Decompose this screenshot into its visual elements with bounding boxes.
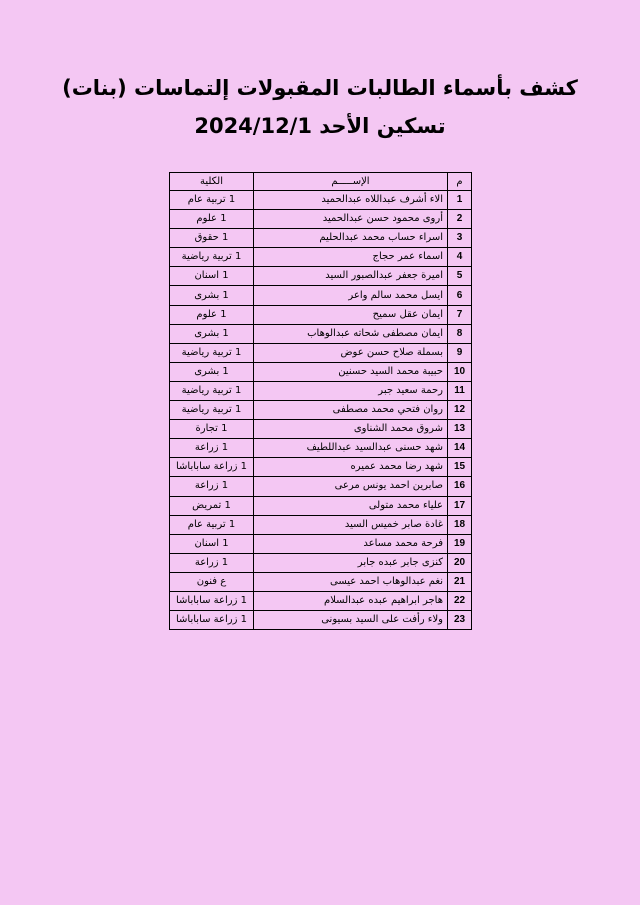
row-number: 23	[448, 611, 472, 630]
student-college: 1 تربية رياضية	[170, 248, 254, 267]
student-college: ع فنون	[170, 572, 254, 591]
student-name: أروى محمود حسن عبدالحميد	[254, 210, 448, 229]
student-college: 1 تربية رياضية	[170, 343, 254, 362]
student-name: رحمة سعيد جبر	[254, 381, 448, 400]
row-number: 20	[448, 553, 472, 572]
table-row	[170, 553, 472, 572]
student-college: 1 زراعة ساباباشا	[170, 591, 254, 610]
row-number: 9	[448, 343, 472, 362]
table-row	[170, 401, 472, 420]
table-header-row	[170, 173, 472, 191]
student-name: نغم عبدالوهاب احمد عيسى	[254, 572, 448, 591]
row-number: 1	[448, 191, 472, 210]
row-number: 4	[448, 248, 472, 267]
table-row	[170, 515, 472, 534]
student-name: اميرة جعفر عبدالصبور السيد	[254, 267, 448, 286]
student-college: 1 تربية رياضية	[170, 401, 254, 420]
table-row	[170, 381, 472, 400]
table-row	[170, 496, 472, 515]
row-number: 5	[448, 267, 472, 286]
student-college: 1 علوم	[170, 305, 254, 324]
row-number: 15	[448, 458, 472, 477]
row-number: 10	[448, 362, 472, 381]
table-row	[170, 286, 472, 305]
row-number: 6	[448, 286, 472, 305]
table-row	[170, 591, 472, 610]
table-row	[170, 572, 472, 591]
student-name: ولاء رأفت على السيد بسيونى	[254, 611, 448, 630]
student-name: بسملة صلاح حسن عوض	[254, 343, 448, 362]
page-subtitle: تسكين الأحد 2024/12/1	[194, 114, 446, 138]
student-college: 1 علوم	[170, 210, 254, 229]
student-college: 1 زراعة ساباباشا	[170, 458, 254, 477]
row-number: 19	[448, 534, 472, 553]
student-college: 1 بشرى	[170, 286, 254, 305]
student-college: 1 بشرى	[170, 324, 254, 343]
header-num: م	[448, 173, 472, 191]
student-name: اسماء عمر حجاج	[254, 248, 448, 267]
student-name: روان فتحي محمد مصطفى	[254, 401, 448, 420]
row-number: 8	[448, 324, 472, 343]
student-college: 1 زراعة	[170, 439, 254, 458]
row-number: 16	[448, 477, 472, 496]
student-name: الاء أشرف عبداللاه عبدالحميد	[254, 191, 448, 210]
row-number: 2	[448, 210, 472, 229]
row-number: 11	[448, 381, 472, 400]
table-row	[170, 210, 472, 229]
student-name: ايمان مصطفى شحاته عبدالوهاب	[254, 324, 448, 343]
student-name: شهد حسنى عبدالسيد عبداللطيف	[254, 439, 448, 458]
table-row	[170, 229, 472, 248]
student-name: حبيبة محمد السيد حسنين	[254, 362, 448, 381]
student-name: غادة صابر خميس السيد	[254, 515, 448, 534]
table-row	[170, 458, 472, 477]
header-name: الإســـــم	[254, 173, 448, 191]
header-college: الكلية	[170, 173, 254, 191]
row-number: 13	[448, 420, 472, 439]
table-row	[170, 343, 472, 362]
student-college: 1 زراعة	[170, 477, 254, 496]
table-row	[170, 305, 472, 324]
table-row	[170, 248, 472, 267]
table-row	[170, 191, 472, 210]
table-body	[170, 191, 472, 630]
row-number: 18	[448, 515, 472, 534]
student-name: هاجر ابراهيم عبده عبدالسلام	[254, 591, 448, 610]
table-row	[170, 534, 472, 553]
student-name: شهد رضا محمد عميره	[254, 458, 448, 477]
student-college: 1 اسنان	[170, 534, 254, 553]
row-number: 17	[448, 496, 472, 515]
students-table	[169, 172, 472, 630]
row-number: 3	[448, 229, 472, 248]
student-name: كنزى جابر عبده جابر	[254, 553, 448, 572]
row-number: 14	[448, 439, 472, 458]
page-title: كشف بأسماء الطالبات المقبولات إلتماسات (بنات)	[62, 76, 578, 100]
student-college: 1 بشرى	[170, 362, 254, 381]
student-name: فرحة محمد مساعد	[254, 534, 448, 553]
student-name: اسراء حساب محمد عبدالحليم	[254, 229, 448, 248]
student-college: 1 تجارة	[170, 420, 254, 439]
table-row	[170, 611, 472, 630]
student-name: علياء محمد متولى	[254, 496, 448, 515]
table-row	[170, 477, 472, 496]
student-college: 1 تربية عام	[170, 515, 254, 534]
student-college: 1 تمريض	[170, 496, 254, 515]
row-number: 7	[448, 305, 472, 324]
student-college: 1 تربية عام	[170, 191, 254, 210]
row-number: 22	[448, 591, 472, 610]
student-college: 1 زراعة	[170, 553, 254, 572]
student-college: 1 زراعة ساباباشا	[170, 611, 254, 630]
table-row	[170, 267, 472, 286]
row-number: 21	[448, 572, 472, 591]
table-row	[170, 420, 472, 439]
student-name: شروق محمد الشناوى	[254, 420, 448, 439]
table-row	[170, 362, 472, 381]
table-row	[170, 324, 472, 343]
student-name: ايسل محمد سالم واعر	[254, 286, 448, 305]
row-number: 12	[448, 401, 472, 420]
student-name: صابرين احمد يونس مرعى	[254, 477, 448, 496]
student-college: 1 حقوق	[170, 229, 254, 248]
student-college: 1 اسنان	[170, 267, 254, 286]
student-name: ايمان عقل سميح	[254, 305, 448, 324]
student-college: 1 تربية رياضية	[170, 381, 254, 400]
table-row	[170, 439, 472, 458]
